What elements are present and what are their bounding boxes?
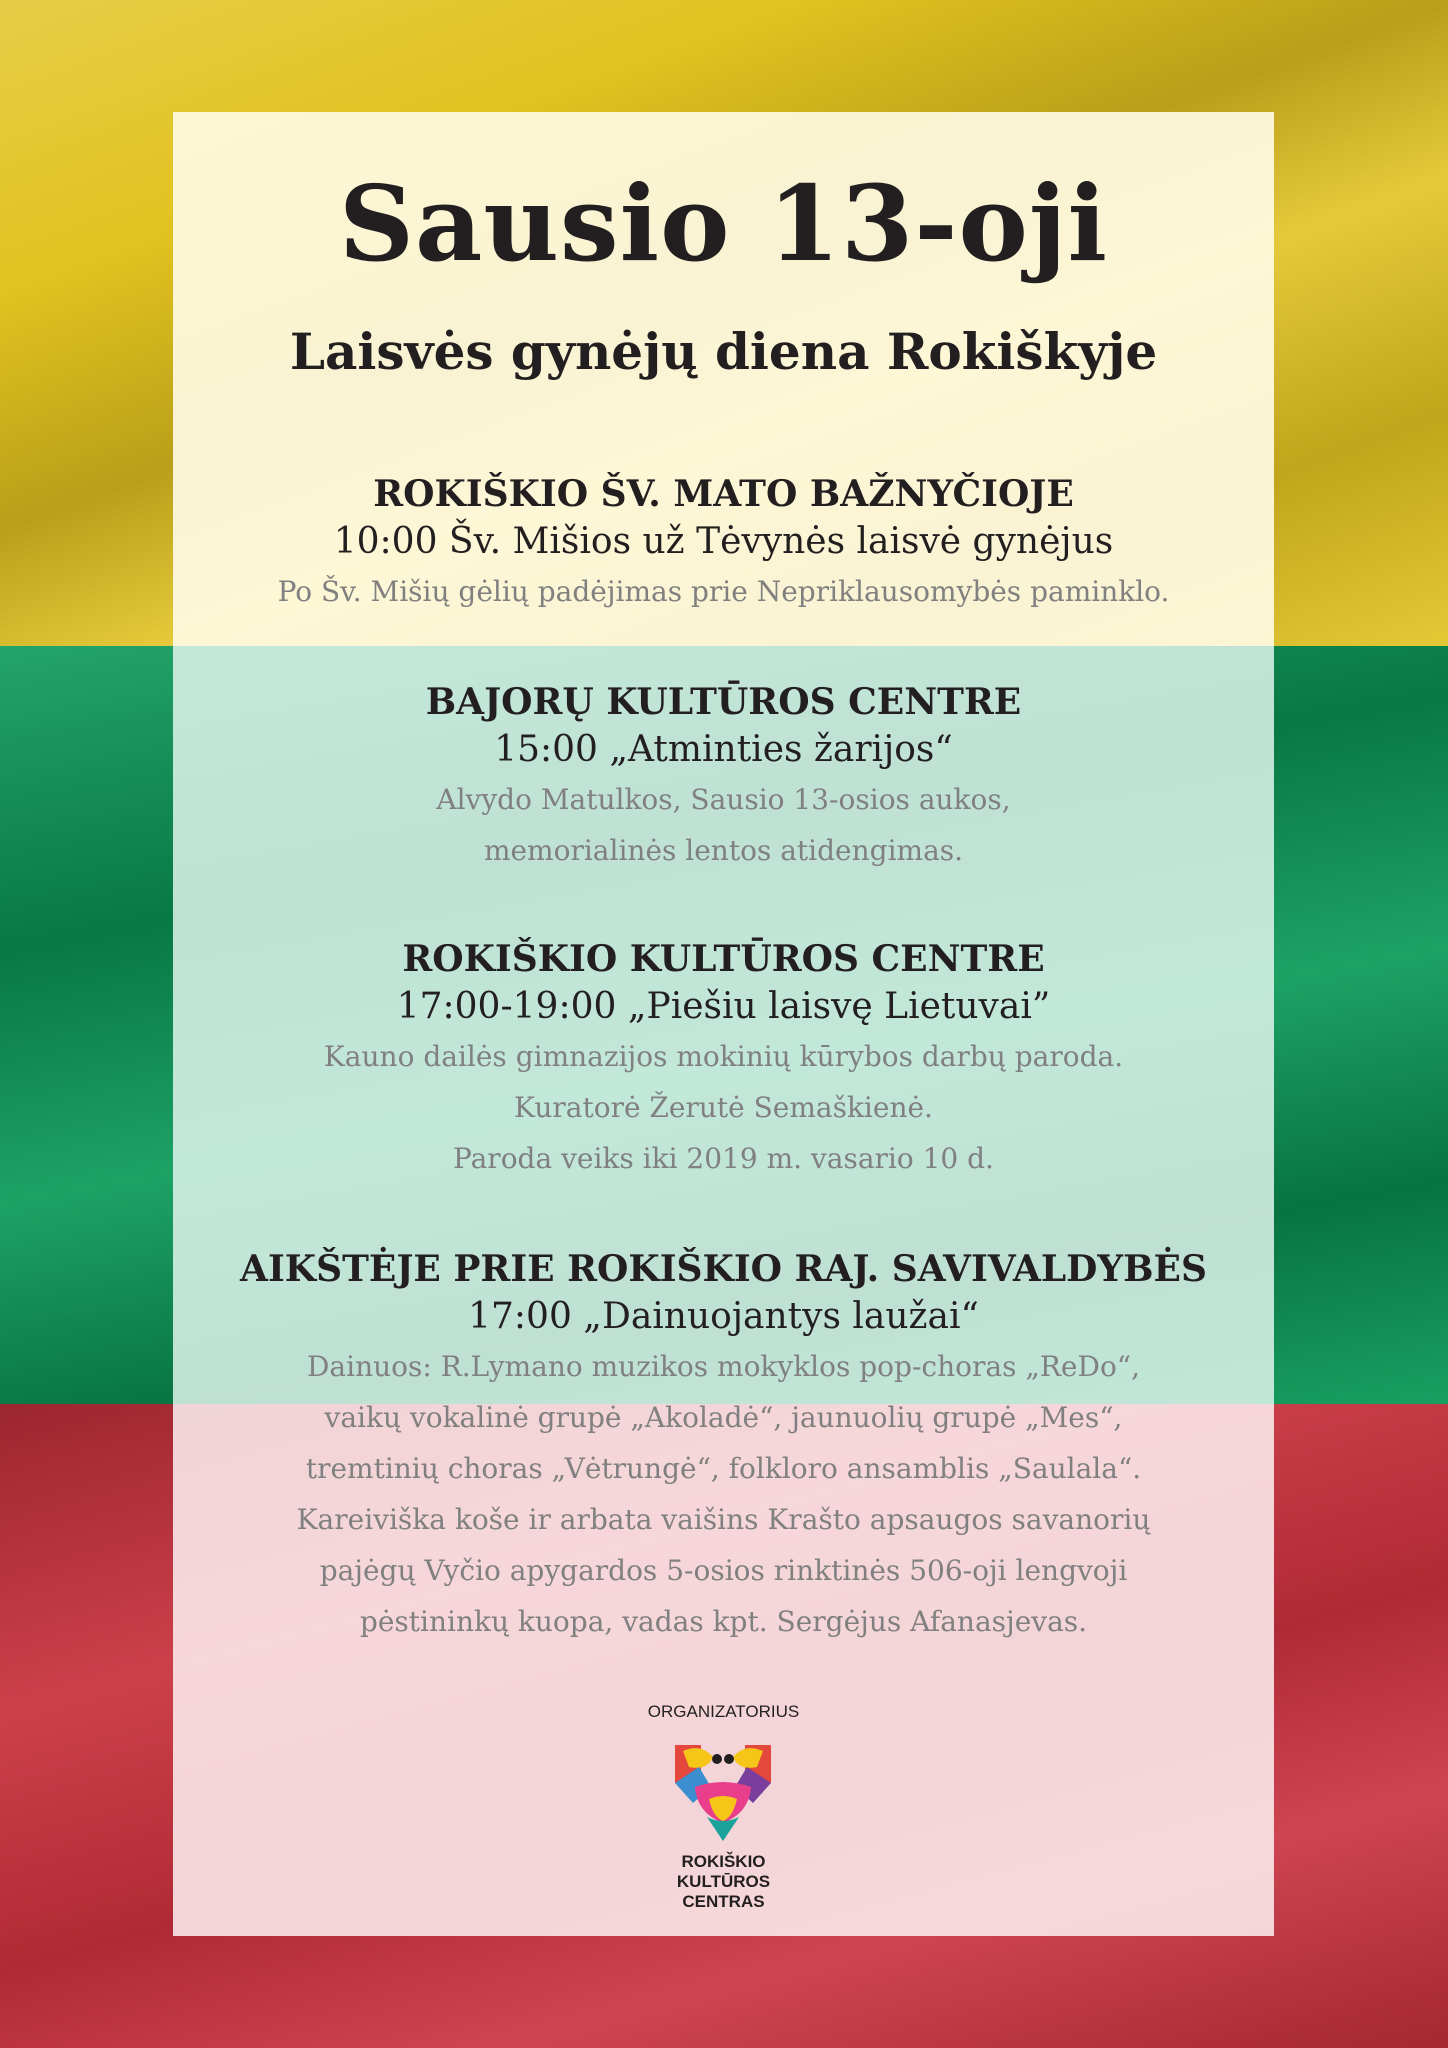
logo-shape [724,1754,734,1764]
event-venue: ROKIŠKIO ŠV. MATO BAŽNYČIOJE [373,473,1074,515]
event-venue: AIKŠTĖJE PRIE ROKIŠKIO RAJ. SAVIVALDYBĖS [240,1248,1207,1290]
event-venue: BAJORŲ KULTŪROS CENTRE [425,681,1022,723]
page-subtitle: Laisvės gynėjų diena Rokiškyje [289,322,1158,381]
logo-text-line: ROKIŠKIO [681,1852,766,1871]
poster-panel [173,112,1274,1936]
event-block [173,678,1274,876]
page-title: Sausio 13-oji [338,162,1109,285]
event-title: 15:00 „Atminties žarijos“ [494,729,953,770]
culture-centre-logo-icon [671,1743,775,1843]
event-description-line: Kauno dailės gimnazijos mokinių kūrybos darbų paroda. [323,1040,1124,1073]
event-block [173,935,1274,1184]
event-description-line: Dainuos: R.Lymano muzikos mokyklos pop-choras „ReDo“, [306,1350,1141,1383]
event-block [173,1245,1274,1647]
event-description-line: Paroda veiks iki 2019 m. vasario 10 d. [453,1142,994,1175]
event-description-line: Po Šv. Mišių gėlių padėjimas prie Nepriklausomybės paminklo. [277,575,1170,608]
logo-shape [712,1754,722,1764]
logo-text-line: CENTRAS [682,1892,765,1911]
event-description-line: Kuratorė Žerutė Semaškienė. [514,1091,933,1124]
event-block [173,470,1274,617]
logo-text-line: KULTŪROS [676,1872,771,1891]
event-venue: ROKIŠKIO KULTŪROS CENTRE [402,938,1045,980]
event-description-line: pajėgų Vyčio apygardos 5-osios rinktinės 506-oji lengvoji [319,1554,1128,1587]
event-description-line: tremtinių choras „Vėtrungė“, folkloro ansamblis „Saulala“. [305,1452,1142,1485]
event-title: 17:00 „Dainuojantys laužai“ [468,1296,979,1337]
event-description-line: Kareiviška koše ir arbata vaišins Krašto apsaugos savanorių [296,1503,1151,1536]
event-title: 10:00 Šv. Mišios už Tėvynės laisvė gynėjus [333,521,1114,562]
event-description-line: Alvydo Matulkos, Sausio 13-osios aukos, [436,783,1011,816]
event-description-line: pėstininkų kuopa, vadas kpt. Sergėjus Afanasjevas. [359,1605,1088,1638]
event-description-line: memorialinės lentos atidengimas. [483,834,964,867]
logo-wordmark [173,1852,1274,1912]
event-title: 17:00-19:00 „Piešiu laisvę Lietuvai” [396,986,1051,1027]
event-description-line: vaikų vokalinė grupė „Akoladė“, jaunuolių grupė „Mes“, [324,1401,1123,1434]
organizer-label: ORGANIZATORIUS [647,1702,800,1721]
